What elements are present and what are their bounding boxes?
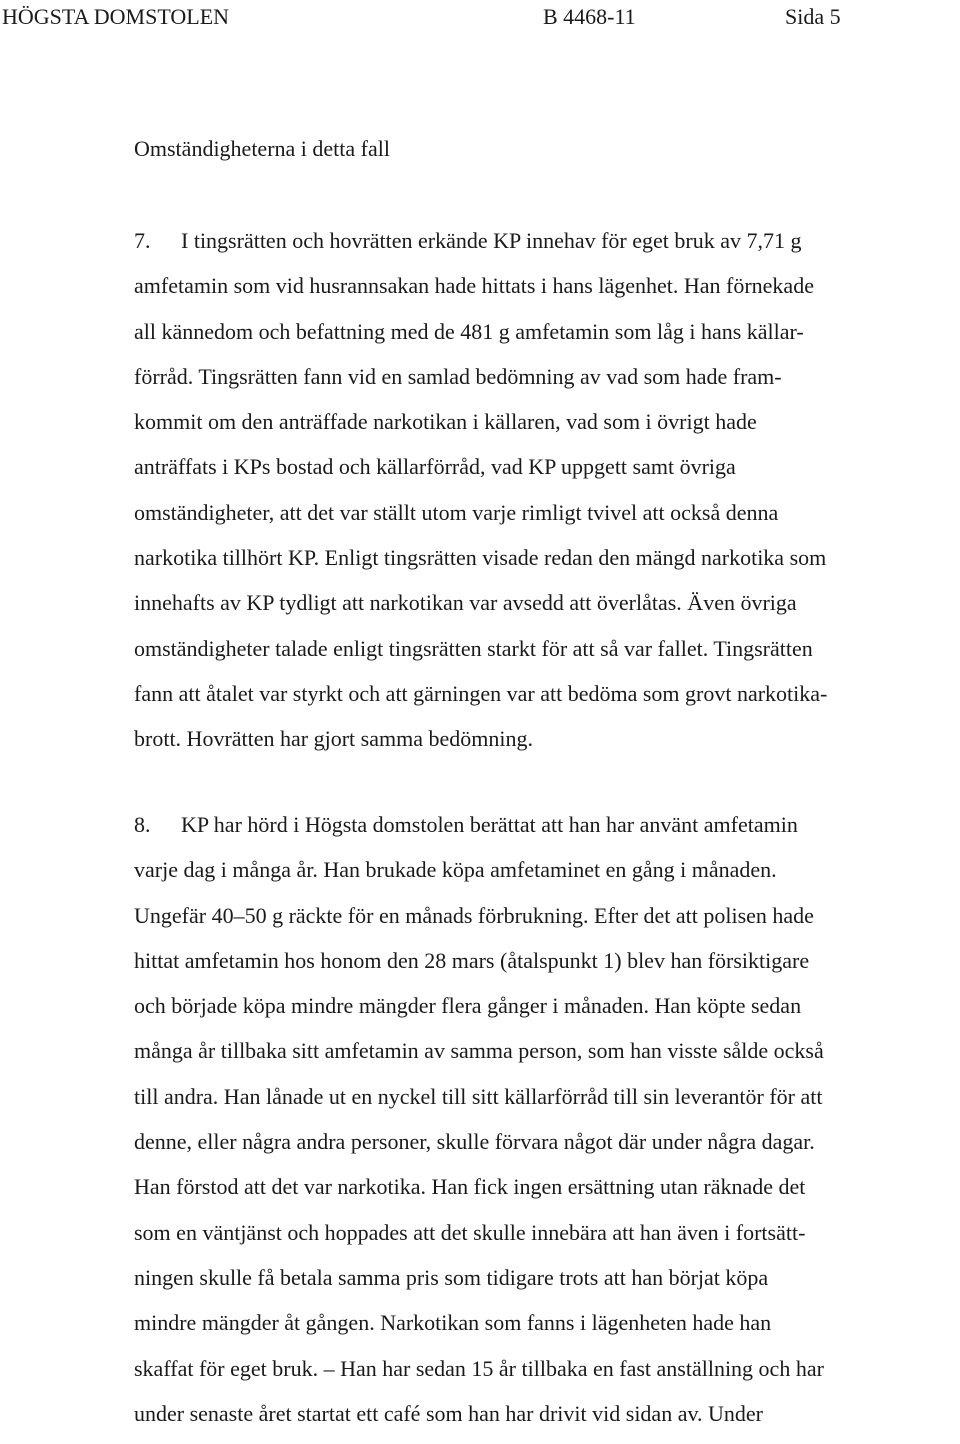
paragraph-line: omständigheter talade enligt tingsrätten starkt för att så var fallet. Tingsrätten xyxy=(134,635,813,661)
paragraph-line: denne, eller några andra personer, skulle förvara något där under några dagar. xyxy=(134,1129,815,1155)
paragraph-line: till andra. Han lånade ut en nyckel till sitt källarförråd till sin leverantör för att xyxy=(134,1083,823,1109)
page-header xyxy=(0,2,960,32)
paragraph-7 xyxy=(134,226,960,770)
paragraph-line: brott. Hovrätten har gjort samma bedömning. xyxy=(134,726,533,752)
paragraph-line xyxy=(134,226,960,271)
paragraph-line: mindre mängder åt gången. Narkotikan som fanns i lägenheten hade han xyxy=(134,1310,772,1336)
paragraph-line: Han förstod att det var narkotika. Han fick ingen ersättning utan räknade det xyxy=(134,1174,806,1200)
paragraph-line: varje dag i många år. Han brukade köpa amfetaminet en gång i månaden. xyxy=(134,857,777,883)
paragraph-line: kommit om den anträffade narkotikan i källaren, vad som i övrigt hade xyxy=(134,409,757,435)
paragraph-line: fann att åtalet var styrkt och att gärningen var att bedöma som grovt narkotika- xyxy=(134,680,828,706)
paragraph-line: som en väntjänst och hoppades att det skulle innebära att han även i fortsätt- xyxy=(134,1219,806,1245)
paragraph-line xyxy=(134,810,960,855)
paragraph-number: 7. xyxy=(134,228,151,253)
paragraph-line: innehafts av KP tydligt att narkotikan var avsedd att överlåtas. Även övriga xyxy=(134,590,797,616)
paragraph-line: skaffat för eget bruk. – Han har sedan 15 år tillbaka en fast anställning och har xyxy=(134,1355,824,1381)
page-number: Sida 5 xyxy=(785,4,841,29)
paragraph-line: och började köpa mindre mängder flera gånger i månaden. Han köpte sedan xyxy=(134,993,802,1019)
paragraph-number: 8. xyxy=(134,812,151,837)
section-heading: Omständigheterna i detta fall xyxy=(134,136,390,161)
paragraph-line: amfetamin som vid husrannsakan hade hittats i hans lägenhet. Han förnekade xyxy=(134,273,814,299)
paragraph-line: förråd. Tingsrätten fann vid en samlad bedömning av vad som hade fram- xyxy=(134,363,782,389)
paragraph-line: narkotika tillhört KP. Enligt tingsrätten visade redan den mängd narkotika som xyxy=(134,545,827,571)
paragraph-line: under senaste året startat ett café som han har drivit vid sidan av. Under xyxy=(134,1400,764,1426)
line-text: KP har hörd i Högsta domstolen berättat att han har använt amfetamin xyxy=(181,812,798,837)
paragraph-line: all kännedom och befattning med de 481 g amfetamin som låg i hans källar- xyxy=(134,318,804,344)
paragraph-line: hittat amfetamin hos honom den 28 mars (åtalspunkt 1) blev han försiktigare xyxy=(134,947,810,973)
paragraph-line: ningen skulle få betala samma pris som tidigare trots att han börjat köpa xyxy=(134,1264,769,1290)
line-text: I tingsrätten och hovrätten erkände KP innehav för eget bruk av 7,71 g xyxy=(181,228,802,253)
case-number: B 4468-11 xyxy=(543,4,636,29)
paragraph-line: många år tillbaka sitt amfetamin av samma person, som han visste sålde också xyxy=(134,1038,824,1064)
court-name: HÖGSTA DOMSTOLEN xyxy=(2,4,230,29)
paragraph-line: anträffats i KPs bostad och källarförråd, vad KP uppgett samt övriga xyxy=(134,454,736,480)
paragraph-line: omständigheter, att det var ställt utom varje rimligt tvivel att också denna xyxy=(134,499,779,525)
paragraph-8 xyxy=(134,810,960,1444)
paragraph-line: Ungefär 40–50 g räckte för en månads förbrukning. Efter det att polisen hade xyxy=(134,902,814,928)
